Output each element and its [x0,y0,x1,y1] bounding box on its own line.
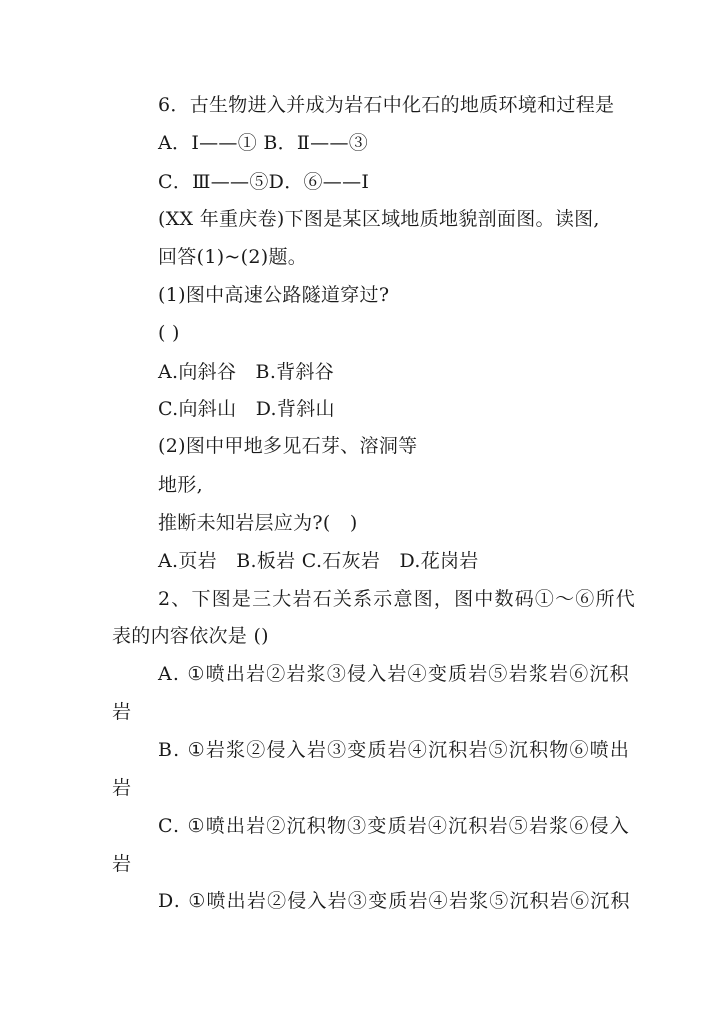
subquestion-2-question: 推断未知岩层应为?( ) [158,512,358,534]
question-6-options-cd: C．Ⅲ——⑤D．⑥——Ⅰ [158,171,370,193]
question-2-option-b: B. ①岩浆②侵入岩③变质岩④沉积岩⑤沉积物⑥喷出 [158,739,631,761]
question-2-option-c-wrap: 岩 [112,853,132,875]
question-2-option-d: D. ①喷出岩②侵入岩③变质岩④岩浆⑤沉积岩⑥沉积 [158,890,631,912]
question-2-option-b-wrap: 岩 [112,777,132,799]
subquestion-2-stem-continued: 地形, [158,474,203,496]
question-2-stem: 2、下图是三大岩石关系示意图，图中数码①～⑥所代 [158,588,636,610]
question-2-option-c: C. ①喷出岩②沉积物③变质岩④沉积岩⑤岩浆⑥侵入 [158,815,630,837]
question-2-stem-continued: 表的内容依次是 () [112,625,269,647]
question-2-option-a: A. ①喷出岩②岩浆③侵入岩④变质岩⑤岩浆岩⑥沉积 [158,663,630,685]
subquestion-2-stem: (2)图中甲地多见石芽、溶洞等 [158,435,418,457]
chongqing-question-instruction: 回答(1)~(2)题。 [158,246,308,268]
subquestion-1-stem: (1)图中高速公路隧道穿过? [158,284,390,306]
question-6-options-ab: A．Ⅰ——① B．Ⅱ——③ [158,132,369,154]
chongqing-question-intro: (XX 年重庆卷)下图是某区域地质地貌剖面图。读图, [158,208,600,230]
subquestion-1-options-ab: A.向斜谷 B.背斜谷 [158,361,335,383]
subquestion-1-options-cd: C.向斜山 D.背斜山 [158,398,335,420]
subquestion-1-answer-blank: ( ) [158,322,180,344]
question-2-option-a-wrap: 岩 [112,701,132,723]
question-6-stem: 6．古生物进入并成为岩石中化石的地质环境和过程是 [158,94,615,116]
subquestion-2-options: A.页岩 B.板岩 C.石灰岩 D.花岗岩 [158,550,479,572]
